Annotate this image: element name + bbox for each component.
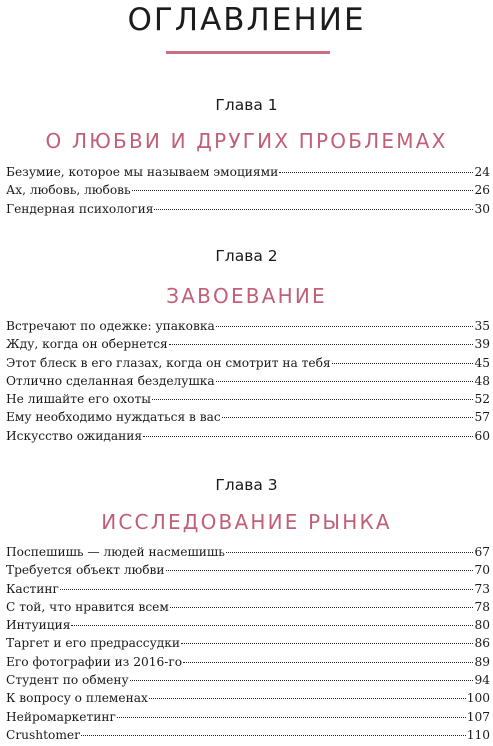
toc-entry-title: Crushtomer [6, 727, 80, 742]
toc-entry[interactable] [6, 181, 490, 199]
toc-entry-title: Студент по обмену [6, 673, 129, 688]
chapter-2-label: Глава 2 [215, 247, 278, 265]
toc-entry-title: Интуиция [6, 618, 71, 633]
dot-leader [332, 363, 474, 364]
dot-leader [81, 735, 466, 736]
toc-entry-page: 57 [474, 410, 490, 425]
toc-entry[interactable] [6, 354, 490, 372]
toc-entry-title: Отлично сделанная безделушка [6, 373, 215, 388]
chapter-2-entries [6, 317, 490, 445]
toc-entry[interactable] [6, 390, 490, 408]
dot-leader [216, 381, 474, 382]
toc-entry-page: 30 [474, 201, 490, 216]
dot-leader [152, 399, 474, 400]
toc-entry[interactable] [6, 634, 490, 652]
toc-entry-title: К вопросу о племенах [6, 691, 148, 706]
toc-entry-title: Жду, когда он обернется [6, 337, 168, 352]
toc-entry[interactable] [6, 616, 490, 634]
chapter-3-label: Глава 3 [215, 476, 278, 494]
toc-entry[interactable] [6, 653, 490, 671]
dot-leader [183, 662, 473, 663]
dot-leader [181, 643, 473, 644]
dot-leader [170, 607, 474, 608]
toc-entry-page: 24 [474, 165, 490, 179]
toc-entry-title: Безумие, которое мы называем эмоциями [6, 165, 279, 179]
dot-leader [222, 417, 474, 418]
toc-entry[interactable] [6, 708, 490, 726]
toc-entry-title: Этот блеск в его глазах, когда он смотрит на тебя [6, 355, 331, 370]
title-underline [166, 51, 330, 54]
toc-entry-title: Поспешишь — людей насмешишь [6, 545, 225, 559]
dot-leader [169, 344, 474, 345]
toc-entry-title: Искусство ожидания [6, 428, 143, 443]
toc-entry-page: 110 [466, 727, 490, 742]
toc-entry[interactable] [6, 408, 490, 426]
dot-leader [143, 436, 473, 437]
toc-entry[interactable] [6, 580, 490, 598]
dot-leader [149, 698, 466, 699]
toc-entry-title: Требуется объект любви [6, 563, 165, 578]
chapter-3-entries [6, 543, 490, 744]
toc-entry-page: 48 [474, 373, 490, 388]
toc-entry-page: 52 [474, 392, 490, 407]
chapter-2-title: ЗАВОЕВАНИЕ [166, 284, 327, 308]
chapter-1-label: Глава 1 [215, 96, 278, 114]
dot-leader [132, 190, 474, 191]
dot-leader [216, 326, 474, 327]
toc-entry-page: 26 [474, 183, 490, 198]
toc-entry[interactable] [6, 671, 490, 689]
toc-entry[interactable] [6, 598, 490, 616]
dot-leader [166, 570, 474, 571]
dot-leader [60, 589, 474, 590]
chapter-1-entries [6, 163, 490, 218]
toc-entry-page: 78 [474, 599, 490, 614]
toc-entry-page: 100 [466, 691, 490, 706]
dot-leader [154, 209, 473, 210]
toc-entry-title: Ах, любовь, любовь [6, 183, 131, 198]
dot-leader [130, 680, 474, 681]
toc-entry-title: Гендерная психология [6, 201, 154, 216]
dot-leader [226, 552, 474, 553]
toc-entry-title: Его фотографии из 2016-го [6, 654, 183, 669]
page-title: ОГЛАВЛЕНИЕ [127, 2, 366, 38]
toc-entry-title: Встречают по одежке: упаковка [6, 319, 215, 333]
toc-entry-page: 107 [466, 709, 490, 724]
toc-entry-page: 70 [474, 563, 490, 578]
toc-entry[interactable] [6, 726, 490, 744]
toc-entry[interactable] [6, 689, 490, 707]
toc-entry-title: С той, что нравится всем [6, 599, 169, 614]
dot-leader [71, 625, 473, 626]
chapter-3-title: ИССЛЕДОВАНИЕ РЫНКА [101, 510, 392, 534]
toc-entry-title: Таргет и его предрассудки [6, 636, 180, 651]
toc-entry-page: 80 [474, 618, 490, 633]
toc-entry-page: 86 [474, 636, 490, 651]
toc-entry[interactable] [6, 543, 490, 561]
toc-entry-page: 60 [474, 428, 490, 443]
toc-entry-page: 39 [474, 337, 490, 352]
toc-entry-title: Не лишайте его охоты [6, 392, 151, 407]
toc-entry[interactable] [6, 427, 490, 445]
toc-entry[interactable] [6, 561, 490, 579]
toc-entry-title: Кастинг [6, 581, 59, 596]
toc-entry-page: 89 [474, 654, 490, 669]
toc-entry-page: 67 [474, 545, 490, 559]
toc-entry-page: 94 [474, 673, 490, 688]
toc-entry-page: 45 [474, 355, 490, 370]
toc-entry-title: Ему необходимо нуждаться в вас [6, 410, 221, 425]
dot-leader [279, 172, 473, 173]
toc-entry-title: Нейромаркетинг [6, 709, 116, 724]
toc-entry[interactable] [6, 335, 490, 353]
toc-entry[interactable] [6, 200, 490, 218]
toc-entry[interactable] [6, 163, 490, 181]
chapter-1-title: О ЛЮБВИ И ДРУГИХ ПРОБЛЕМАХ [45, 129, 448, 153]
toc-entry-page: 73 [474, 581, 490, 596]
toc-entry[interactable] [6, 372, 490, 390]
toc-entry[interactable] [6, 317, 490, 335]
toc-entry-page: 35 [474, 319, 490, 333]
dot-leader [117, 717, 466, 718]
